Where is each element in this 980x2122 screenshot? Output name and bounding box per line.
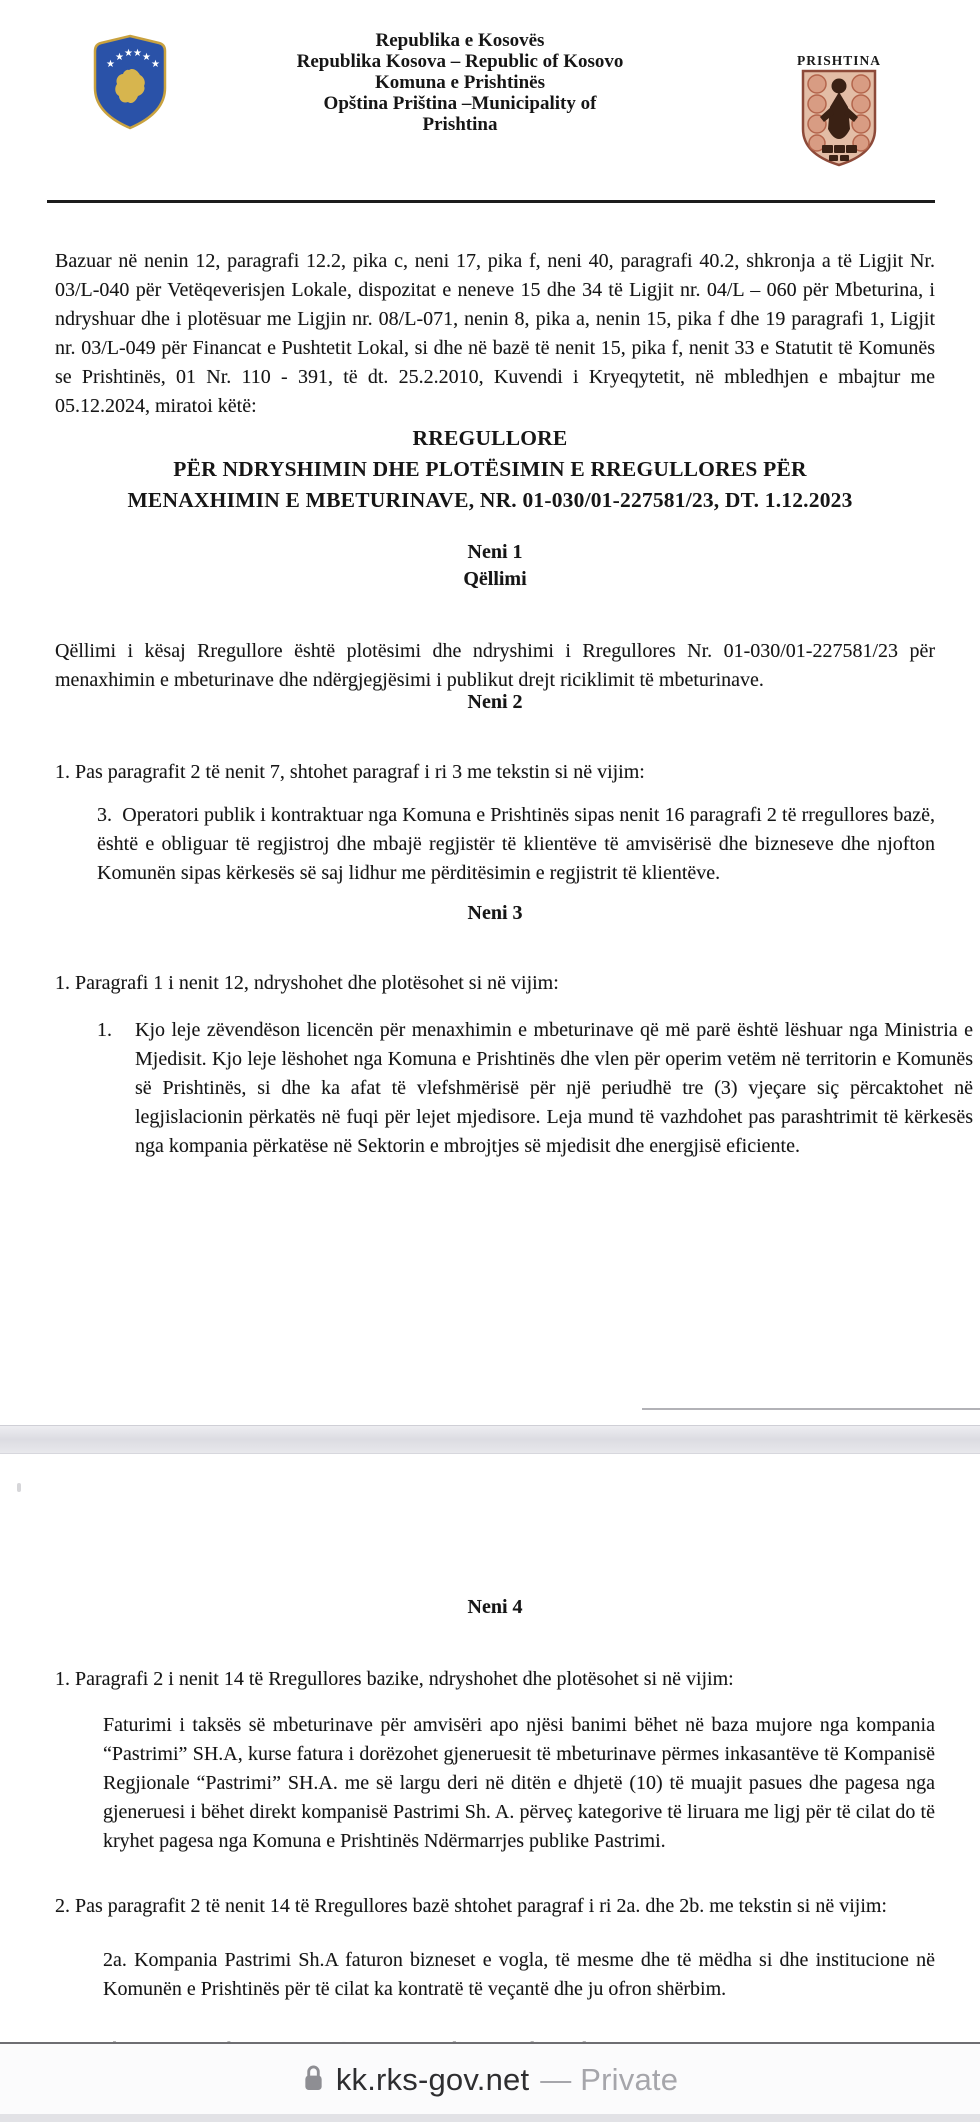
page-separator (0, 1425, 980, 1454)
article-3-heading: Neni 3 (467, 902, 523, 924)
lock-icon (302, 2062, 325, 2098)
kosovo-coat-of-arms-icon (90, 34, 170, 137)
svg-text:★: ★ (133, 48, 142, 59)
article-3-item (97, 1016, 973, 1161)
article-2-intro: 1. Pas paragrafit 2 të nenit 7, shtohet paragraf i ri 3 me tekstin si në vijim: (55, 761, 645, 783)
regulation-title-line: PËR NDRYSHIMIN DHE PLOTËSIMIN E RREGULLORES PËR (173, 457, 807, 481)
prishtina-emblem-label: PRISHTINA (796, 53, 882, 68)
legal-basis-paragraph: Bazuar në nenin 12, paragrafi 12.2, pika c, neni 17, pika f, neni 40, paragrafi 40.2, shkronja a të Ligjit Nr. 03/L-040 për Vetëqeverisjen Lokale, dispozitat e neneve 15 dhe 34 të Ligjit nr. 04/L – 060 për Mbeturina, i ndryshuar dhe i plotësuar me Ligjin nr. 08/L-071, nenin 8, pika a, nenin 15, pika f dhe 19 paragrafi 1, Ligjit nr. 03/L-049 për Financat e Pushtetit Lokal, si dhe në bazë të nenit 15, pika f, nenit 33 e Statutit të Komunës se Prishtinës, 01 Nr. 110 - 391, të dt. 25.2.2010, Kuvendi i Kryeqytetit, në mbledhjen e mbajtur me 05.12.2024, miratoi këtë: (55, 250, 935, 417)
private-browsing-label: — Private (540, 2062, 679, 2097)
svg-text:★: ★ (106, 59, 115, 70)
screen-bottom-edge (0, 2114, 980, 2122)
article-2-item: 3. Operatori publik i kontraktuar nga Komuna e Prishtinës sipas nenit 16 paragrafi 2 të rregullores bazë, është e obliguar të regjistroj dhe mbajë regjistër të klientëve të amvisërisë dhe bizneseve dhe njofton Komunën sipas kërkesës së saj lidhur me përditësimin e regjistrit të klientëve. (97, 804, 935, 884)
list-item-number: 1. (97, 1019, 112, 1041)
article-1-subheading: Qëllimi (463, 568, 527, 590)
letterhead-line: Republika Kosova – Republic of Kosovo (296, 51, 624, 72)
regulation-title (40, 423, 940, 516)
article-4-intro-1: 1. Paragrafi 2 i nenit 14 të Rregullores bazike, ndryshohet dhe plotësohet si në vijim: (55, 1668, 734, 1690)
prishtina-emblem-icon (794, 50, 884, 175)
page-1-footer-scan-line (642, 1408, 980, 1410)
regulation-title-line: MENAXHIMIN E MBETURINAVE, NR. 01-030/01-227581/23, DT. 1.12.2023 (127, 488, 853, 512)
browser-address-bar[interactable] (0, 2042, 980, 2122)
document-letterhead (210, 30, 710, 135)
article-4-item-1: Faturimi i taksës së mbeturinave për amvisëri apo njësi banimi bëhet në baza mujore nga kompania “Pastrimi” SH.A, kurse fatura i dorëzohet gjeneruesit të mbeturinave përmes inkasantëve të Kompanisë Regjionale “Pastrimi” SH.A. me së largu deri në ditën e dhjetë (10) të muajit pasues dhe pagesa nga gjeneruesi i bëhet direkt kompanisë Pastrimi Sh. A. përveç kategorive të liruara me ligj për të cilat do të kryhet pagesa nga Komuna e Prishtinës Ndërmarrjes publike Pastrimi. (103, 1714, 935, 1852)
regulation-title-line: RREGULLORE (412, 426, 568, 450)
letterhead-line: Komuna e Prishtinës (375, 72, 545, 93)
article-4-intro-2: 2. Pas paragrafit 2 të nenit 14 të Rregullores bazë shtohet paragraf i ri 2a. dhe 2b. me tekstin si në vijim: (55, 1895, 887, 1917)
article-1-heading: Neni 1 (467, 541, 523, 563)
scan-artifact (17, 1483, 21, 1492)
svg-text:★: ★ (115, 52, 124, 63)
svg-text:★: ★ (151, 59, 160, 70)
article-2-heading: Neni 2 (467, 691, 523, 713)
svg-text:★: ★ (124, 48, 133, 59)
list-item-text: Kjo leje zëvendëson licencën për menaxhimin e mbeturinave që më parë është lëshuar nga Ministria e Mjedisit. Kjo leje lëshohet nga Komuna e Prishtinës dhe vlen për operim vetëm në territorin e Komunës së Prishtinës, si dhe ka afat të vlefshmërisë për një periudhë tre (3) vjeçare siç përcaktohet në legjislacionin përkatës në fuqi për lejet mjedisore. Leja mund të vazhdohet pas parashtrimit të kërkesës nga kompania përkatëse në Sektorin e mbrojtjes së mjedisit dhe energjisë eficiente. (135, 1019, 973, 1157)
letterhead-line: Opština Priština –Municipality of (323, 93, 597, 114)
article-1-paragraph: Qëllimi i kësaj Rregullore është plotësimi dhe ndryshimi i Rregullores Nr. 01-030/01-227581/23 për menaxhimin e mbeturinave dhe ndërgjegjësimi i publikut drejt riciklimit të mbeturinave. (55, 640, 935, 691)
url-text: kk.rks-gov.net (335, 2062, 530, 2097)
article-3-intro: 1. Paragrafi 1 i nenit 12, ndryshohet dhe plotësohet si në vijim: (55, 972, 559, 994)
article-4-heading: Neni 4 (467, 1596, 523, 1618)
header-divider (47, 200, 935, 203)
article-4-item-2a: 2a. Kompania Pastrimi Sh.A faturon bizneset e vogla, të mesme dhe të mëdha si dhe institucione në Komunën e Prishtinës për të cilat ka kontratë të veçantë dhe ju ofron shërbim. (103, 1949, 935, 2000)
letterhead-line: Prishtina (422, 114, 498, 135)
svg-text:★: ★ (142, 52, 151, 63)
letterhead-line: Republika e Kosovës (375, 30, 545, 51)
